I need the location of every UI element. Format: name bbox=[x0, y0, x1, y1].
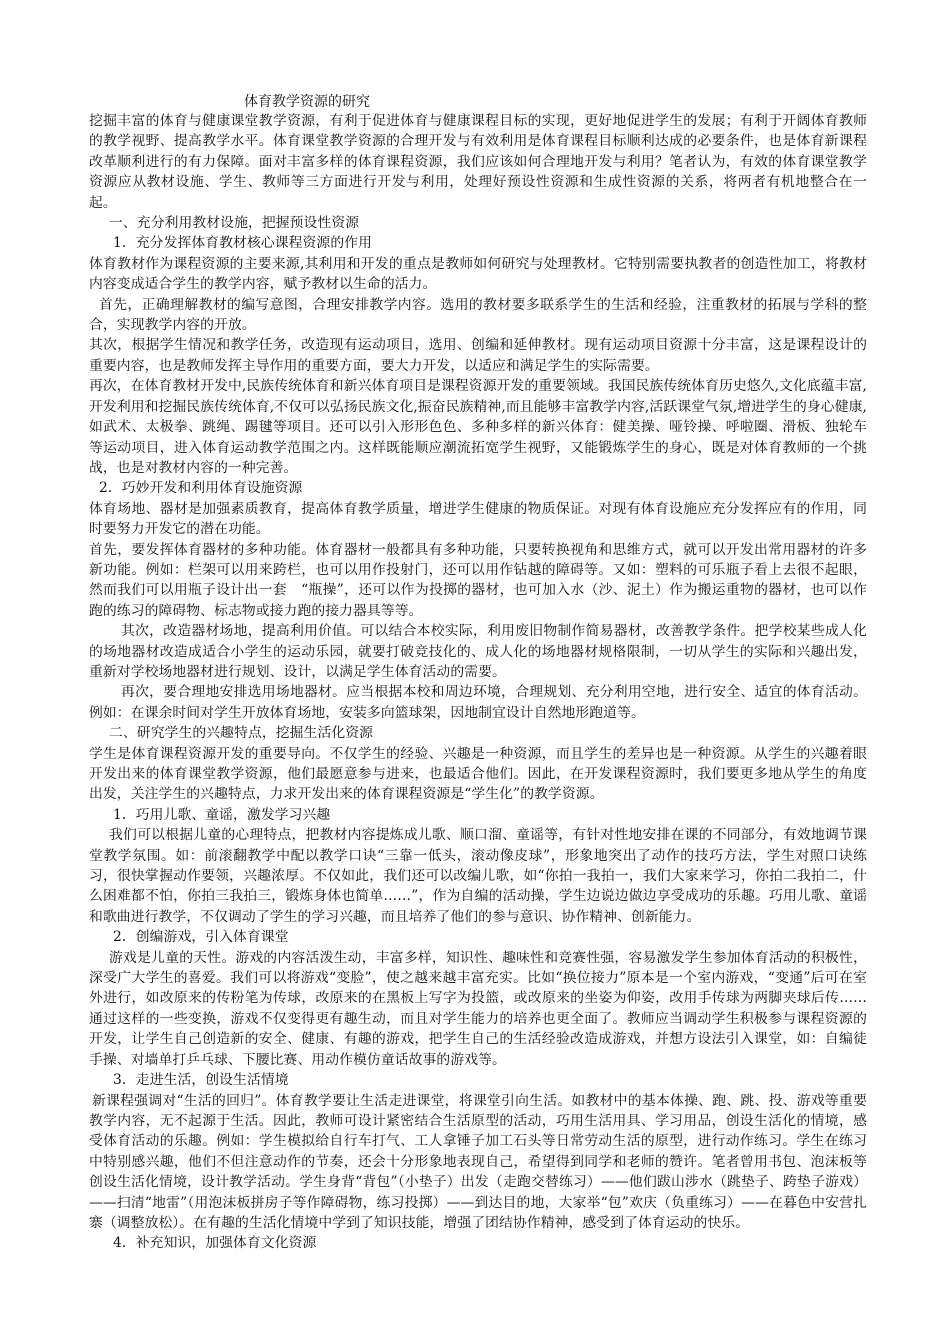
body-paragraph: 再次，在体育教材开发中,民族传统体育和新兴体育项目是课程资源开发的重要领域。我国民族传统体育历史悠久,文化底蕴丰富,开发利用和挖掘民族传统体育,不仅可以弘扬民族文化,振奋民族精神,而且能够丰富教学内容,活跃课堂气氛,增进学生的身心健康,如武术、太极拳、跳绳、踢毽等项目。还可以引入形形色色、多种多样的新兴体育：健美操、哑铃操、呼啦圈、滑板、独轮车等运动项目，进入体育运动教学范围之内。这样既能顺应潮流拓宽学生视野，又能锻炼学生的身心，既是对体育教师的一个挑战，也是对教材内容的一种完善。 bbox=[89, 378, 867, 476]
section-heading: 3．走进生活，创设生活情境 bbox=[113, 1072, 289, 1089]
body-paragraph: 首先，正确理解教材的编写意图，合理安排教学内容。选用的教材要多联系学生的生活和经验，注重教材的拓展与学科的整合，实现教学内容的开放。 bbox=[89, 296, 867, 334]
section-heading: 二、研究学生的兴趣特点，挖掘生活化资源 bbox=[109, 725, 374, 742]
body-paragraph: 其次，改造器材场地，提高利用价值。可以结合本校实际，利用废旧物制作简易器材，改善教学条件。把学校某些成人化的场地器材改造成适合小学生的运动乐园，就要打破竞技化的、成人化的场地器材规格限制，一切从学生的实际和兴趣出发，重新对学校场地器材进行规划、设计，以满足学生体育活动的需要。 bbox=[89, 623, 867, 680]
body-paragraph: 其次，根据学生情况和教学任务，改造现有运动项目，选用、创编和延伸教材。现有运动项目资源十分丰富，这是课程设计的重要内容，也是教师发挥主导作用的重要方面，要大力开发，以适应和满足学生的实际需要。 bbox=[89, 337, 867, 374]
body-paragraph: 游戏是儿童的天性。游戏的内容活泼生动，丰富多样，知识性、趣味性和竞赛性强，容易激发学生参加体育活动的积极性，深受广大学生的喜爱。我们可以将游戏“变脸”，使之越来越丰富充实。比如“换位接力”原本是一个室内游戏，“变通”后可在室外进行，如改原来的传粉笔为传球，改原来的在黑板上写字为投篮，或改原来的坐姿为仰姿，改用手传球为两脚夹球后传……通过这样的一些变换，游戏不仅变得更有趣生动，而且对学生能力的培养也更全面了。教师应当调动学生积极参与课程资源的开发，让学生自己创造新的安全、健康、有趣的游戏，把学生自己的生活经验改造成游戏，并想方设法引入课堂，如：自编徒手操、对墙单打乒乓球、下腰比赛、用动作模仿童话故事的游戏等。 bbox=[89, 949, 867, 1068]
document-page bbox=[89, 93, 867, 1254]
body-paragraph: 体育教材作为课程资源的主要来源,其利用和开发的重点是教师如何研究与处理教材。它特别需要执教者的创造性加工，将教材内容变成适合学生的教学内容，赋予教材以生命的活力。 bbox=[89, 255, 867, 293]
body-paragraph: 学生是体育课程资源开发的重要导向。不仅学生的经验、兴趣是一种资源，而且学生的差异也是一种资源。从学生的兴趣着眼开发出来的体育课堂教学资源，他们最愿意参与进来，也最适合他们。因此，在开发课程资源时，我们要更多地从学生的角度出发，关注学生的兴趣特点，力求开发出来的体育课程资源是“学生化”的教学资源。 bbox=[89, 745, 867, 803]
body-paragraph: 新课程强调对“生活的回归”。体育教学要让生活走进课堂，将课堂引向生活。如教材中的基本体操、跑、跳、投、游戏等重要教学内容，无不起源于生活。因此，教师可设计紧密结合生活原型的活动，巧用生活用具、学习用品，创设生活化的情境，感受体育活动的乐趣。例如：学生模拟给自行车打气、工人拿锤子加工石头等日常劳动生活的原型，进行动作练习。学生在练习中特别感兴趣，他们不但注意动作的节奏，还会十分形象地表现自己，希望得到同学和老师的赞许。笔者曾用书包、泡沫板等创设生活化情境，设计教学活动。学生身背“背包”（小垫子）出发（走跑交替练习）——他们跋山涉水（跳垫子、跨垫子游戏）——扫清“地雷”（用泡沫板拼房子等作障碍物，练习投掷）——到达目的地，大家举“包”欢庆（负重练习）——在暮色中安营扎寨（调整放松）。在有趣的生活化情境中学到了知识技能，增强了团结协作精神，感受到了体育运动的快乐。 bbox=[89, 1092, 867, 1231]
section-heading: 一、充分利用教材设施，把握预设性资源 bbox=[109, 215, 360, 232]
document-body bbox=[89, 111, 867, 1254]
body-paragraph: 我们可以根据儿童的心理特点，把教材内容提炼成儿歌、顺口溜、童谣等，有针对性地安排在课的不同部分，有效地调节课堂教学氛围。如：前滚翻教学中配以教学口诀“三靠一低头，滚动像皮球”，形象地突出了动作的技巧方法，学生对照口诀练习，很快掌握动作要领，兴趣浓厚。不仅如此，我们还可以改编儿歌，如“你拍一我拍一，我们大家来学习，你拍二我拍二，什么困难都不怕，你拍三我拍三，锻炼身体也简单……”，作为自编的活动操，学生边说边做边享受成功的乐趣。巧用儿歌、童谣和歌曲进行教学，不仅调动了学生的学习兴趣，而且培养了他们的参与意识、协作精神、创新能力。 bbox=[89, 827, 867, 925]
section-heading: 1．巧用儿歌、童谣，激发学习兴趣 bbox=[113, 806, 331, 823]
document-title: 体育教学资源的研究 bbox=[244, 94, 370, 110]
section-heading: 2．巧妙开发和利用体育设施资源 bbox=[99, 480, 303, 497]
body-paragraph: 再次，要合理地安排选用场地器材。应当根据本校和周边环境，合理规划、充分利用空地，进行安全、适宜的体育活动。例如：在课余时间对学生开放体育场地，安装多向篮球架，因地制宜设计自然地形跑道等。 bbox=[89, 684, 867, 721]
body-paragraph: 挖掘丰富的体育与健康课堂教学资源，有利于促进体育与健康课程目标的实现，更好地促进学生的发展；有利于开阔体育教师的教学视野、提高教学水平。体育课堂教学资源的合理开发与有效利用是体育课程目标顺利达成的必要条件，也是体育新课程改革顺利进行的有力保障。面对丰富多样的体育课程资源，我们应该如何合理地开发与利用？笔者认为，有效的体育课堂教学资源应从教材设施、学生、教师等三方面进行开发与利用，处理好预设性资源和生成性资源的关系，将两者有机地整合在一起。 bbox=[89, 113, 867, 211]
body-paragraph: 首先，要发挥体育器材的多种功能。体育器材一般都具有多种功能，只要转换视角和思维方式，就可以开发出常用器材的许多新功能。例如：栏架可以用来跨栏，也可以用作投射门，还可以用作钻越的障碍等。又如：塑料的可乐瓶子看上去很不起眼，然而我们可以用瓶子设计出一套 “瓶操”，还可以作为投掷的器材，也可加入水（沙、泥土）作为搬运重物的器材，也可以作跑的练习的障碍物、标志物或接力跑的接力器具等等。 bbox=[89, 541, 867, 619]
body-paragraph: 体育场地、器材是加强素质教育，提高体育教学质量，增进学生健康的物质保证。对现有体育设施应充分发挥应有的作用，同时要努力开发它的潜在功能。 bbox=[89, 500, 867, 538]
section-heading: 4．补充知识，加强体育文化资源 bbox=[113, 1235, 317, 1252]
section-heading: 2．创编游戏，引入体育课堂 bbox=[113, 929, 289, 946]
section-heading: 1．充分发挥体育教材核心课程资源的作用 bbox=[113, 235, 373, 252]
